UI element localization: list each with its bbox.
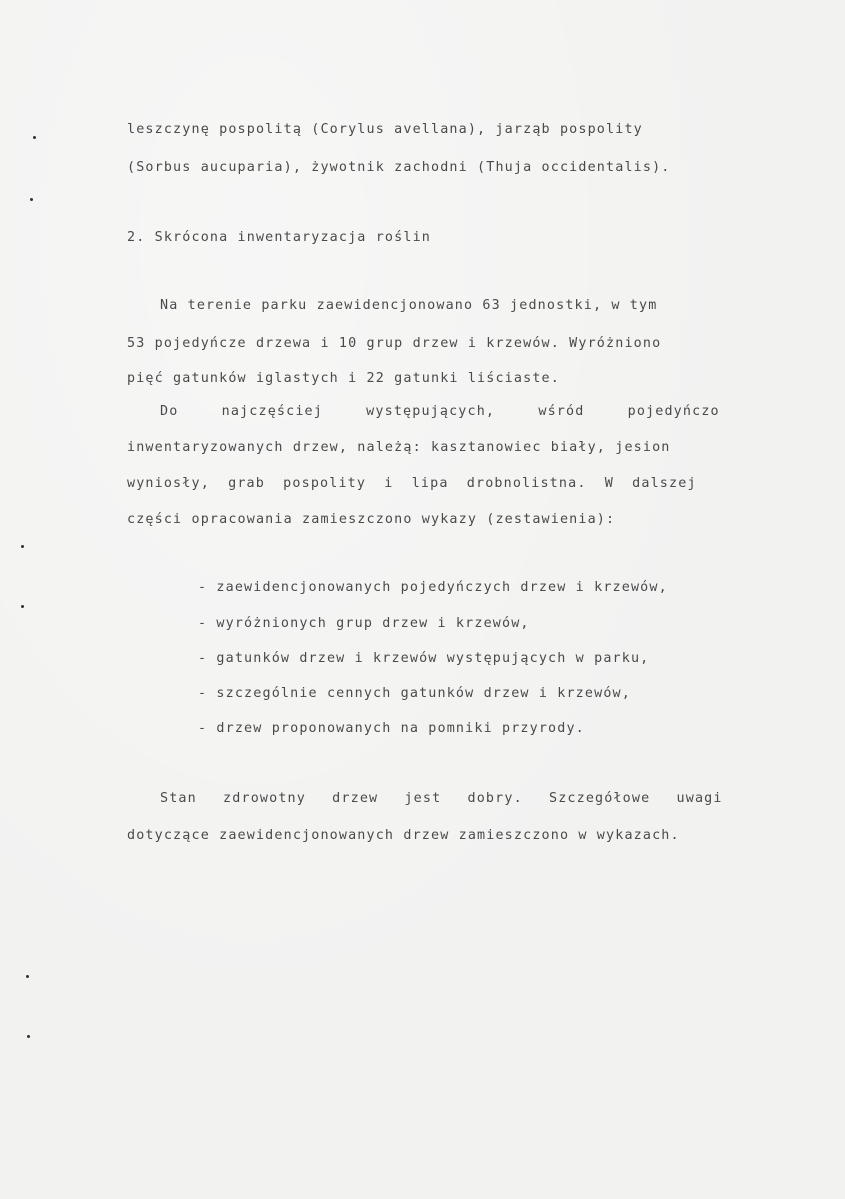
intro-line-text: leszczynę pospolitą (Corylus avellana), jarząb pospolity bbox=[127, 122, 643, 137]
list-item: - drzew proponowanych na pomniki przyrody. bbox=[198, 721, 585, 736]
margin-mark bbox=[30, 198, 33, 201]
list-item: - szczególnie cennych gatunków drzew i krzewów, bbox=[198, 686, 631, 701]
paragraph-line: Stan zdrowotny drzew jest dobry. Szczegółowe uwagi bbox=[160, 791, 723, 806]
margin-mark bbox=[27, 1035, 30, 1038]
paragraph-line: 53 pojedyńcze drzewa i 10 grup drzew i krzewów. Wyróżniono bbox=[127, 336, 662, 351]
paragraph-line: Do najczęściej występujących, wśród pojedyńczo bbox=[160, 404, 720, 419]
margin-mark bbox=[33, 136, 36, 139]
margin-mark bbox=[26, 975, 29, 978]
paragraph-line: Na terenie parku zaewidencjonowano 63 jednostki, w tym bbox=[160, 298, 658, 313]
list-item: - wyróżnionych grup drzew i krzewów, bbox=[198, 616, 530, 631]
section-heading: 2. Skrócona inwentaryzacja roślin bbox=[127, 230, 431, 245]
paragraph-line: dotyczące zaewidencjonowanych drzew zamieszczono w wykazach. bbox=[127, 828, 680, 843]
intro-line: (Sorbus aucuparia), żywotnik zachodni (Thuja occidentalis). bbox=[127, 160, 671, 175]
paragraph-line: części opracowania zamieszczono wykazy (zestawienia): bbox=[127, 512, 616, 527]
margin-mark bbox=[21, 545, 24, 548]
paragraph-line: wyniosły, grab pospolity i lipa drobnolistna. W dalszej bbox=[127, 476, 697, 491]
paragraph-line: inwentaryzowanych drzew, należą: kasztanowiec biały, jesion bbox=[127, 440, 671, 455]
margin-mark bbox=[21, 605, 24, 608]
list-item: - zaewidencjonowanych pojedyńczych drzew i krzewów, bbox=[198, 580, 668, 595]
intro-line bbox=[127, 122, 762, 138]
list-item: - gatunków drzew i krzewów występujących w parku, bbox=[198, 651, 650, 666]
paragraph-line: pięć gatunków iglastych i 22 gatunki liściaste. bbox=[127, 371, 560, 386]
